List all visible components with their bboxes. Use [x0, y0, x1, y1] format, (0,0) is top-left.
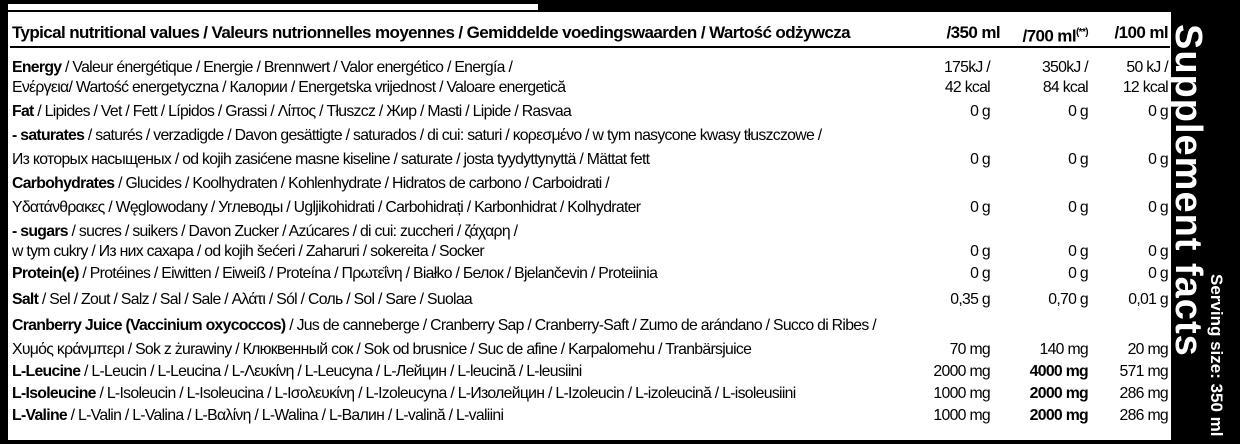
value-700ml: 0,70 g: [1048, 291, 1088, 308]
row-text: / Protéines / Eiwitten / Eiweiß / Proteína / Πρωτεΐνη / Białko / Белок / Bjelančevin / Proteiinia: [78, 265, 658, 282]
value-350ml: 2000 mg: [933, 363, 990, 380]
row-text: / Glucides / Koolhydraten / Kohlenhydrate / Hidratos de carbono / Carboidrati /: [114, 175, 609, 192]
row-text: / Sel / Zout / Salz / Sal / Sale / Αλάτι / Sól / Соль / Sol / Sare / Suolaa: [38, 291, 473, 308]
table-header: [10, 22, 1170, 48]
top-strip: [8, 4, 538, 10]
value-700ml: 350kJ /: [1041, 59, 1088, 76]
value-700ml: 140 mg: [1039, 341, 1088, 358]
value-350ml: 0 g: [970, 199, 990, 216]
row-text: Ενέργεια/ Wartość energetyczna / Калории / Energetska vrijednost / Valoare energetică: [12, 79, 566, 96]
value-700ml: 4000 mg: [1029, 363, 1088, 380]
header-col-100ml: /100 ml: [1114, 23, 1168, 42]
row-text: / saturés / verzadigde / Davon gesättigte / saturados / di cui: saturi / κορεσμένο / w tym nasycone kwasy tłuszczowe /: [84, 127, 822, 144]
value-100ml: 571 mg: [1119, 363, 1168, 380]
header-col-700ml-note: (**): [1075, 27, 1088, 38]
value-700ml: 0 g: [1068, 151, 1088, 168]
value-100ml: 0,01 g: [1128, 291, 1168, 308]
value-700ml: 2000 mg: [1029, 385, 1088, 402]
row-text: / Jus de canneberge / Cranberry Sap / Cranberry-Saft / Zumo de arándano / Succo di Ribes /: [285, 317, 876, 334]
row-label: - saturates: [12, 127, 85, 144]
row-text: Из которых насыщеных / od kojih zasićene masne kiseline / saturate / josta tyydyttynyttä / Mättat fett: [12, 151, 650, 168]
row-label: Protein(e): [12, 265, 79, 282]
value-350ml: 1000 mg: [933, 385, 990, 402]
value-100ml: 0 g: [1148, 103, 1168, 120]
value-350ml: 0 g: [970, 103, 990, 120]
value-100ml: 0 g: [1148, 151, 1168, 168]
value-100ml: 50 kJ /: [1126, 59, 1168, 76]
value-100ml: 0 g: [1148, 243, 1168, 260]
row-label: Energy: [12, 59, 62, 76]
row-text: / L-Leucin / L-Leucina / L-Λευκίνη / L-Leucyna / L-Лейцин / L-leucină / L-leusiini: [80, 363, 582, 380]
value-100ml: 286 mg: [1119, 385, 1168, 402]
value-350ml: 0 g: [970, 151, 990, 168]
header-col-700ml: [1023, 22, 1089, 48]
value-350ml: 0 g: [970, 265, 990, 282]
value-100ml: 0 g: [1148, 199, 1168, 216]
row-label: Fat: [12, 103, 34, 120]
row-text: / Lipides / Vet / Fett / Lípidos / Grassi / Λίπος / Tłuszcz / Жир / Masti / Lipide / Rasvaa: [33, 103, 572, 120]
row-label: - sugars: [12, 223, 68, 240]
value-350ml: 0,35 g: [950, 291, 990, 308]
value-700ml: 0 g: [1068, 199, 1088, 216]
row-text: / L-Isoleucin / L-Isoleucina / L-Ισολευκίνη / L-Izoleucyna / L-Изолейцин / L-Izoleucin / L-izoleucină / L-isoleusiini: [95, 385, 796, 402]
value-700ml: 0 g: [1068, 243, 1088, 260]
value-700ml: 2000 mg: [1029, 407, 1088, 424]
value-100ml: 0 g: [1148, 265, 1168, 282]
supplement-facts-title: Supplement facts: [1167, 24, 1209, 357]
serving-size-label: Serving size: 350 ml: [1207, 274, 1226, 437]
row-text: / L-Valin / L-Valina / L-Βαλίνη / L-Walina / L-Валин / L-valină / L-valiini: [66, 407, 504, 424]
row-text: w tym cukry / Из них сахара / od kojih šećeri / Zaharuri / sokereita / Socker: [12, 243, 484, 260]
header-title: Typical nutritional values / Valeurs nutrionnelles moyennes / Gemiddelde voedingswaarden / Wartość odżywcza: [12, 23, 850, 42]
row-label: Salt: [12, 291, 39, 308]
value-700ml: 0 g: [1068, 265, 1088, 282]
row-label: Cranberry Juice (Vaccinium oxycoccos): [12, 317, 286, 334]
value-700ml: 84 kcal: [1042, 79, 1088, 96]
header-col-700ml-label: /700 ml: [1022, 26, 1076, 46]
row-text: Υδατάνθρακες / Węglowodany / Углеводы / Ugljikohidrati / Carbohidrați / Karbonhidrat / Kolhydrater: [12, 199, 641, 216]
row-label: L-Leucine: [12, 363, 81, 380]
row-label: L-Isoleucine: [12, 385, 96, 402]
value-100ml: 286 mg: [1119, 407, 1168, 424]
row-text: Χυμός κράνμπερι / Sok z żurawiny / Клюквенный сок / Sok od brusnice / Suc de afine / Karpalomehu / Tranbärsjuice: [12, 341, 752, 358]
row-text: / Valeur énergétique / Energie / Brennwert / Valor energético / Energía /: [61, 59, 513, 76]
row-label: L-Valine: [12, 407, 67, 424]
value-350ml: 0 g: [970, 243, 990, 260]
value-350ml: 175kJ /: [943, 59, 990, 76]
side-banner: [1167, 12, 1237, 440]
header-col-350ml: /350 ml: [946, 23, 1000, 42]
row-text: / sucres / suikers / Davon Zucker / Azúcares / di cui: zuccheri / ζάχαρη /: [67, 223, 518, 240]
value-100ml: 20 mg: [1127, 341, 1168, 358]
row-label: Carbohydrates: [12, 175, 115, 192]
value-350ml: 42 kcal: [944, 79, 990, 96]
value-100ml: 12 kcal: [1122, 79, 1168, 96]
value-350ml: 1000 mg: [933, 407, 990, 424]
value-350ml: 70 mg: [949, 341, 990, 358]
value-700ml: 0 g: [1068, 103, 1088, 120]
